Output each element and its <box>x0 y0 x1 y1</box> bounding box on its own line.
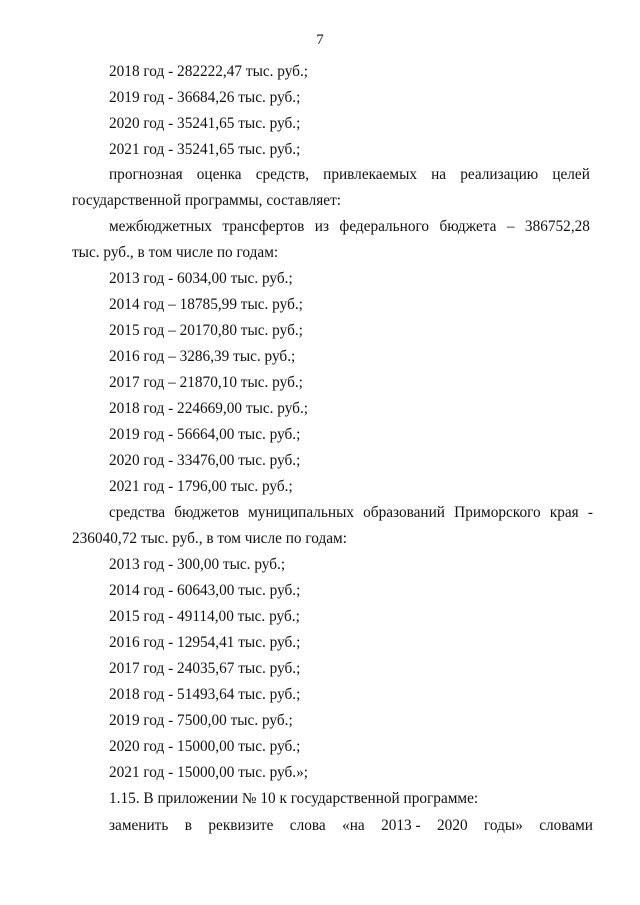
word: межбюджетных <box>109 218 213 235</box>
text-line: 2018 год - 51493,64 тыс. руб.; <box>109 686 301 703</box>
text-line: 2016 год - 12954,41 тыс. руб.; <box>109 634 301 651</box>
word: целей <box>552 166 590 183</box>
word: в <box>184 817 192 834</box>
word: образований <box>363 504 445 521</box>
text-line: 2021 год - 35241,65 тыс. руб.; <box>109 141 301 158</box>
text-line: 236040,72 тыс. руб., в том числе по годам: <box>72 530 347 547</box>
word: края <box>549 504 579 521</box>
word: федерального <box>339 218 430 235</box>
word: трансфертов <box>222 218 305 235</box>
word: 2020 <box>437 817 468 834</box>
justified-line <box>109 166 590 184</box>
justified-line <box>109 504 593 522</box>
text-line: 2018 год - 282222,47 тыс. руб.; <box>109 63 309 80</box>
text-line: 2013 год - 300,00 тыс. руб.; <box>109 556 286 573</box>
word: 2013 - <box>381 817 421 834</box>
word: бюджетов <box>174 504 239 521</box>
text-line: 2014 год – 18785,99 тыс. руб.; <box>109 296 303 313</box>
word: на <box>431 166 447 183</box>
text-line: 2016 год – 3286,39 тыс. руб.; <box>109 348 296 365</box>
word: бюджета <box>439 218 497 235</box>
word: заменить <box>109 817 169 834</box>
text-line: 2019 год - 7500,00 тыс. руб.; <box>109 712 293 729</box>
word: прогнозная <box>109 166 183 183</box>
justified-line <box>109 218 590 236</box>
text-line: 2018 год - 224669,00 тыс. руб.; <box>109 400 309 417</box>
word: средства <box>109 504 166 521</box>
text-line: тыс. руб., в том числе по годам: <box>72 244 279 261</box>
text-line: 2020 год - 15000,00 тыс. руб.; <box>109 738 301 755</box>
word: из <box>314 218 330 235</box>
word: средств, <box>255 166 310 183</box>
justified-line <box>109 817 593 835</box>
word: оценка <box>196 166 242 183</box>
text-line: 2014 год - 60643,00 тыс. руб.; <box>109 582 301 599</box>
word: - <box>587 504 593 521</box>
word: – <box>506 218 515 235</box>
text-line: 2019 год - 56664,00 тыс. руб.; <box>109 426 301 443</box>
text-line: 2020 год - 35241,65 тыс. руб.; <box>109 115 301 132</box>
word: 386752,28 <box>524 218 590 235</box>
text-line: 2015 год – 20170,80 тыс. руб.; <box>109 322 303 339</box>
text-line: государственной программы, составляет: <box>72 192 342 209</box>
text-line: 2020 год - 33476,00 тыс. руб.; <box>109 452 301 469</box>
page-number: 7 <box>316 32 324 48</box>
word: слова <box>289 817 326 834</box>
text-line: 2017 год – 21870,10 тыс. руб.; <box>109 374 303 391</box>
word: привлекаемых <box>323 166 417 183</box>
word: Приморского <box>454 504 541 521</box>
word: муниципальных <box>248 504 355 521</box>
text-line: 2021 год - 1796,00 тыс. руб.; <box>109 478 293 495</box>
text-line: 2015 год - 49114,00 тыс. руб.; <box>109 608 300 625</box>
word: словами <box>539 817 593 834</box>
word: годы» <box>484 817 523 834</box>
word: реализацию <box>460 166 539 183</box>
text-line: 2013 год - 6034,00 тыс. руб.; <box>109 270 293 287</box>
word: реквизите <box>208 817 274 834</box>
text-line: 2021 год - 15000,00 тыс. руб.»; <box>109 764 309 781</box>
word: «на <box>342 817 365 834</box>
text-line: 2019 год - 36684,26 тыс. руб.; <box>109 89 301 106</box>
text-line: 1.15. В приложении № 10 к государственной программе: <box>109 790 479 807</box>
text-line: 2017 год - 24035,67 тыс. руб.; <box>109 660 301 677</box>
